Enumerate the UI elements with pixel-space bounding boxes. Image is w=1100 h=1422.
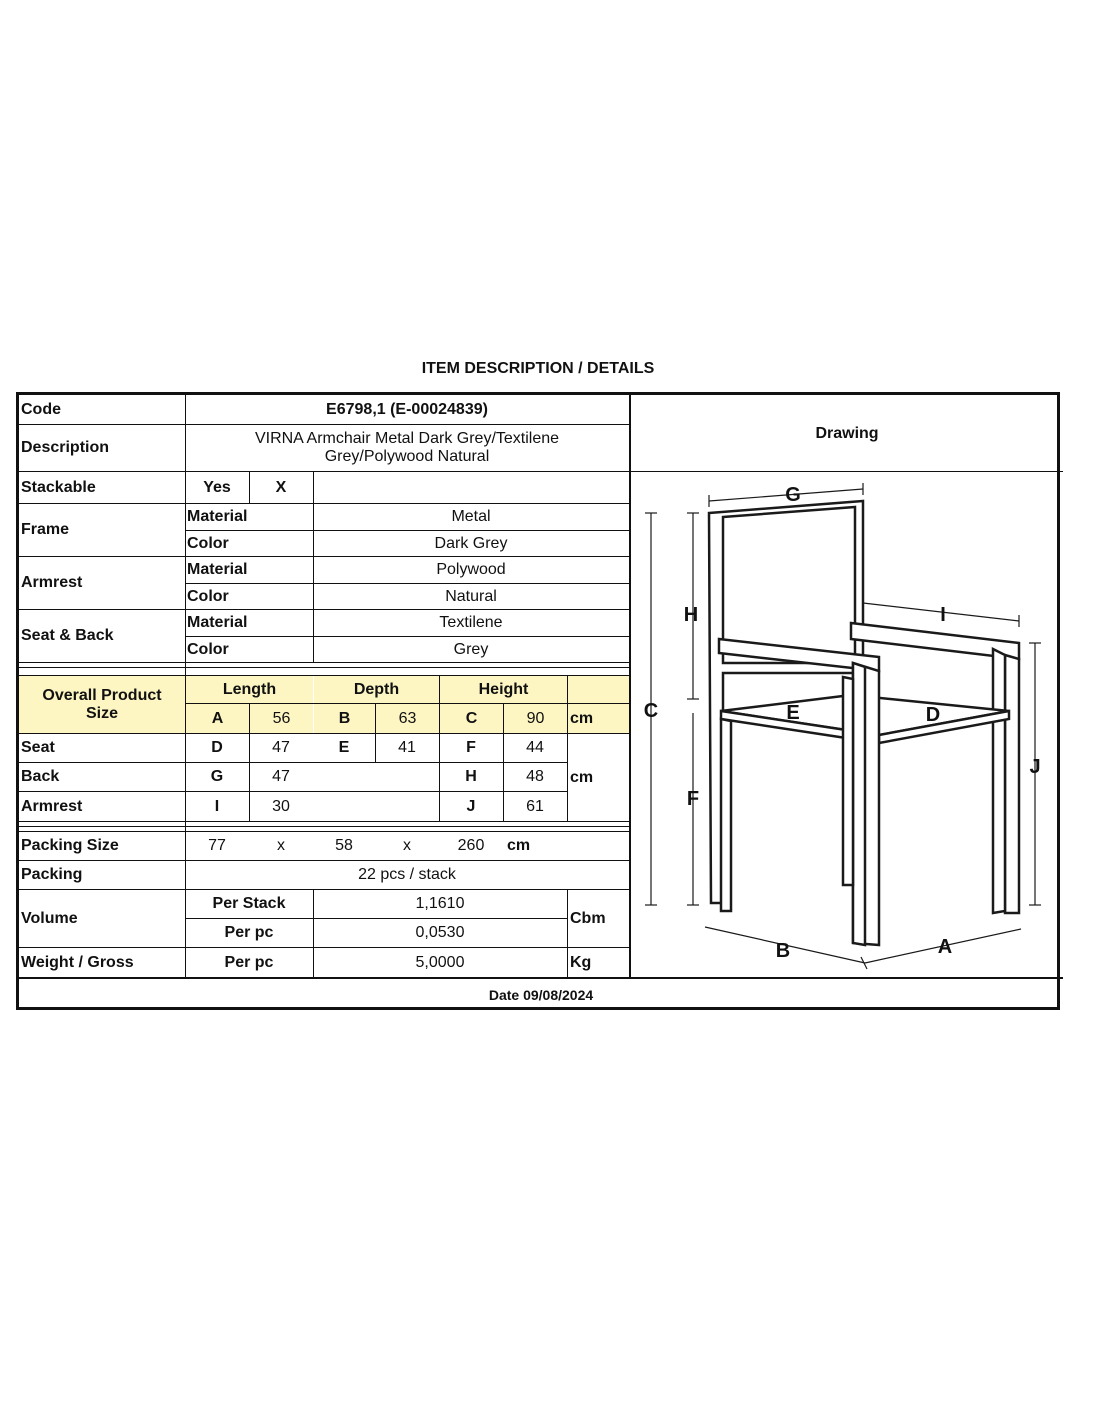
frame-material: Metal (451, 508, 491, 525)
volume-per-stack-label: Per Stack (212, 895, 286, 912)
spec-sheet (16, 392, 1060, 1010)
packing-x-2: x (403, 837, 411, 854)
dim-a-value: 56 (250, 704, 313, 733)
label-j: J (1029, 756, 1041, 778)
overall-size-label (19, 676, 185, 733)
weight-per-pc-label: Per pc (224, 953, 274, 971)
volume-per-pc-label: Per pc (224, 924, 274, 941)
packing-size-label: Packing Size (21, 837, 119, 854)
volume-per-pc: 0,0530 (415, 924, 465, 941)
volume-label: Volume (21, 909, 78, 927)
dim-i-key: I (214, 797, 220, 815)
armrest-material-label: Material (187, 561, 248, 578)
label-c: C (643, 700, 659, 722)
label-f: F (686, 788, 700, 810)
dim-e-value: 41 (398, 739, 416, 756)
volume-per-stack: 1,1610 (415, 895, 465, 912)
weight-label: Weight / Gross (21, 953, 134, 971)
label-a: A (937, 936, 953, 958)
length-header: Length (186, 676, 313, 703)
label-e: E (786, 702, 800, 724)
label-b: B (775, 940, 791, 962)
overall-size-label-line-2: Size (85, 704, 118, 722)
packing-size-unit: cm (507, 837, 531, 854)
frame-color-label: Color (187, 534, 229, 552)
armrest-material: Polywood (436, 561, 506, 578)
weight-unit: Kg (570, 953, 592, 971)
label-i: I (940, 604, 946, 626)
armrest-label: Armrest (21, 574, 83, 591)
weight-value: 5,0000 (415, 953, 465, 971)
packing-length: 77 (208, 837, 226, 854)
dim-g-key: G (210, 768, 224, 785)
dim-d-value: 47 (272, 739, 290, 756)
description-label: Description (21, 439, 110, 456)
volume-unit: Cbm (570, 909, 606, 927)
dim-e-key: E (338, 739, 350, 756)
armrest-color-label: Color (187, 587, 229, 605)
seat-back-material-label: Material (187, 614, 248, 631)
stackable-yes: Yes (203, 478, 231, 496)
dim-h-value: 48 (526, 768, 544, 785)
frame-color: Dark Grey (434, 534, 508, 552)
dim-h-key: H (465, 768, 477, 785)
packing-label: Packing (21, 866, 83, 883)
chair-drawing (631, 473, 1063, 979)
frame-material-label: Material (187, 508, 248, 525)
seat-dims-label: Seat (21, 739, 55, 756)
frame-label: Frame (21, 521, 70, 538)
armrest-color: Natural (445, 587, 497, 605)
dim-i-value: 30 (272, 797, 290, 815)
dim-b-value: 63 (376, 704, 439, 733)
page-title: ITEM DESCRIPTION / DETAILS (421, 360, 655, 377)
stackable-mark: X (275, 478, 287, 496)
code-label: Code (21, 400, 61, 418)
drawing-label: Drawing (815, 425, 879, 442)
back-dims-label: Back (21, 768, 60, 785)
label-h: H (683, 604, 699, 626)
description-line-1: VIRNA Armchair Metal Dark Grey/Textilene (254, 430, 560, 447)
dim-c-key: C (440, 704, 503, 733)
dim-f-value: 44 (526, 739, 544, 756)
height-header: Height (440, 676, 567, 703)
seat-back-label: Seat & Back (21, 627, 114, 644)
overall-size-label-line-1: Overall Product (42, 686, 162, 704)
armrest-dims-label: Armrest (21, 797, 83, 815)
dim-j-value: 61 (526, 797, 544, 815)
seat-back-material: Textilene (439, 614, 503, 631)
overall-unit: cm (568, 704, 629, 733)
chair-drawing-svg (631, 473, 1063, 979)
label-d: D (925, 704, 941, 726)
packing-value: 22 pcs / stack (358, 866, 456, 883)
code-value: E6798,1 (E-00024839) (326, 400, 488, 418)
dim-d-key: D (211, 739, 223, 756)
packing-height: 260 (457, 837, 485, 854)
dims-unit: cm (570, 768, 594, 786)
description-line-2: Grey/Polywood Natural (324, 448, 490, 465)
stackable-label: Stackable (21, 478, 96, 496)
overall-header-blank (568, 676, 629, 703)
footer-date: Date 09/08/2024 (488, 986, 594, 1003)
description-value (185, 425, 629, 471)
label-g: G (785, 484, 801, 506)
seat-back-color: Grey (453, 640, 489, 658)
dim-j-key: J (466, 797, 476, 815)
dim-f-key: F (466, 739, 476, 756)
seat-back-color-label: Color (187, 640, 229, 658)
dim-a-key: A (186, 704, 249, 733)
dim-c-value: 90 (504, 704, 567, 733)
depth-header: Depth (314, 676, 439, 703)
packing-x-1: x (277, 837, 285, 854)
dim-g-value: 47 (272, 768, 290, 785)
dim-b-key: B (314, 704, 375, 733)
packing-width: 58 (335, 837, 353, 854)
